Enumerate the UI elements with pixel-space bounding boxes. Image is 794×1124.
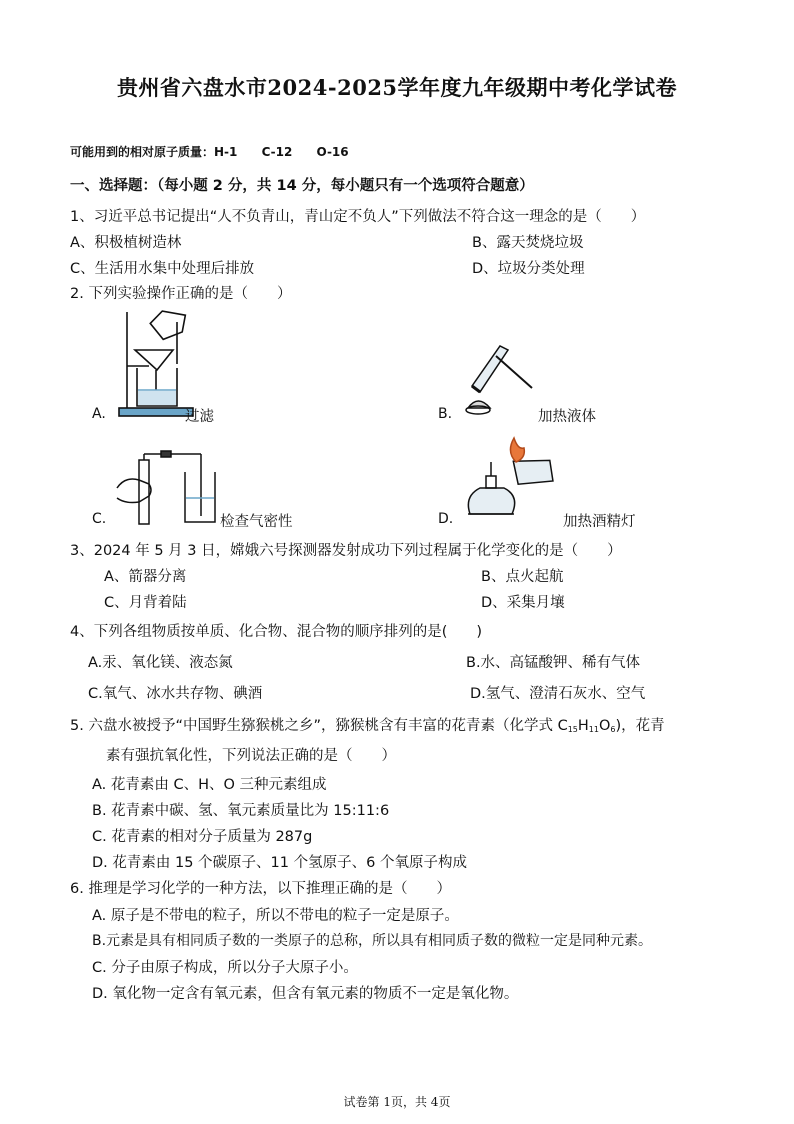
mass-o: O-16 — [316, 145, 349, 159]
airtightness-figure — [115, 446, 225, 526]
formula-h: H — [577, 718, 589, 734]
q6-option-a: A. 原子是不带电的粒子，所以不带电的粒子一定是原子。 — [92, 908, 459, 924]
atomic-masses — [70, 143, 369, 160]
q5-option-a: A. 花青素由 C、H、O 三种元素组成 — [92, 777, 327, 793]
q5-option-c: C. 花青素的相对分子质量为 287g — [92, 829, 313, 845]
q6-option-c: C. 分子由原子构成，所以分子大原子小。 — [92, 960, 358, 976]
q5-stem-pre: 5. 六盘水被授予“中国野生猕猴桃之乡”，猕猴桃含有丰富的花青素（化学式 C — [70, 718, 568, 734]
q2-stem: 2. 下列实验操作正确的是（ ） — [70, 286, 292, 302]
q3-option-a: A、箭器分离 — [104, 569, 187, 585]
q6-option-b: B.元素是具有相同质子数的一类原子的总称，所以具有相同质子数的微粒一定是同种元素。 — [92, 933, 653, 949]
q4-option-c: C.氧气、冰水共存物、碘酒 — [88, 686, 263, 702]
page-title: 贵州省六盘水市2024-2025学年度九年级期中考化学试卷 — [116, 75, 678, 100]
alcohol-lamp-figure — [460, 434, 560, 526]
formula-sub-o: 6 — [610, 725, 616, 734]
q2-option-b-text: 加热液体 — [538, 409, 596, 425]
q5-stem — [70, 714, 665, 735]
q2-option-c-text: 检查气密性 — [220, 514, 293, 530]
q1-option-b: B、露天焚烧垃圾 — [472, 235, 584, 251]
q5-option-d: D. 花青素由 15 个碳原子、11 个氢原子、6 个氧原子构成 — [92, 855, 467, 871]
formula-o: O — [598, 718, 611, 734]
q2-option-d-text: 加热酒精灯 — [563, 514, 636, 530]
q5-stem-post: )，花青 — [615, 718, 665, 734]
q2-option-a-text: 过滤 — [185, 409, 214, 425]
formula-sub-c: 15 — [567, 725, 578, 734]
q6-option-d: D. 氧化物一定含有氧元素，但含有氧元素的物质不一定是氧化物。 — [92, 986, 519, 1002]
q5-option-b: B. 花青素中碳、氢、氧元素质量比为 15:11:6 — [92, 803, 390, 819]
q3-stem: 3、2024 年 5 月 3 日，嫦娥六号探测器发射成功下列过程属于化学变化的是（ ） — [70, 543, 622, 559]
q1-stem: 1、习近平总书记提出“人不负青山，青山定不负人”下列做法不符合这一理念的是（ ） — [70, 209, 646, 225]
q2-option-a-letter: A. — [92, 406, 106, 422]
q1-option-a: A、积极植树造林 — [70, 235, 182, 251]
q4-stem: 4、下列各组物质按单质、化合物、混合物的顺序排列的是( ) — [70, 624, 483, 640]
q1-option-c: C、生活用水集中处理后排放 — [70, 261, 255, 277]
q4-option-b: B.水、高锰酸钾、稀有气体 — [466, 655, 641, 671]
heating-liquid-figure — [458, 338, 538, 418]
page-footer: 试卷第 1页，共 4页 — [343, 1095, 451, 1109]
q2-option-b-letter: B. — [438, 406, 453, 422]
q1-option-d: D、垃圾分类处理 — [472, 261, 585, 277]
q5-stem-line2: 素有强抗氧化性，下列说法正确的是（ ） — [106, 748, 396, 764]
q6-stem: 6. 推理是学习化学的一种方法，以下推理正确的是（ ） — [70, 881, 451, 897]
q4-option-d: D.氢气、澄清石灰水、空气 — [470, 686, 646, 702]
section-heading: 一、选择题：（每小题 2 分，共 14 分，每小题只有一个选项符合题意） — [70, 178, 534, 194]
mass-c: C-12 — [261, 145, 293, 159]
q2-option-c-letter: C. — [92, 511, 107, 527]
q2-option-d-letter: D. — [438, 511, 454, 527]
q3-option-b: B、点火起航 — [481, 569, 564, 585]
q3-option-d: D、采集月壤 — [481, 595, 565, 611]
q4-option-a: A.汞、氧化镁、液态氮 — [88, 655, 233, 671]
q3-option-c: C、月背着陆 — [104, 595, 187, 611]
formula-sub-h: 11 — [588, 725, 599, 734]
mass-h: 可能用到的相对原子质量：H-1 — [70, 145, 238, 159]
